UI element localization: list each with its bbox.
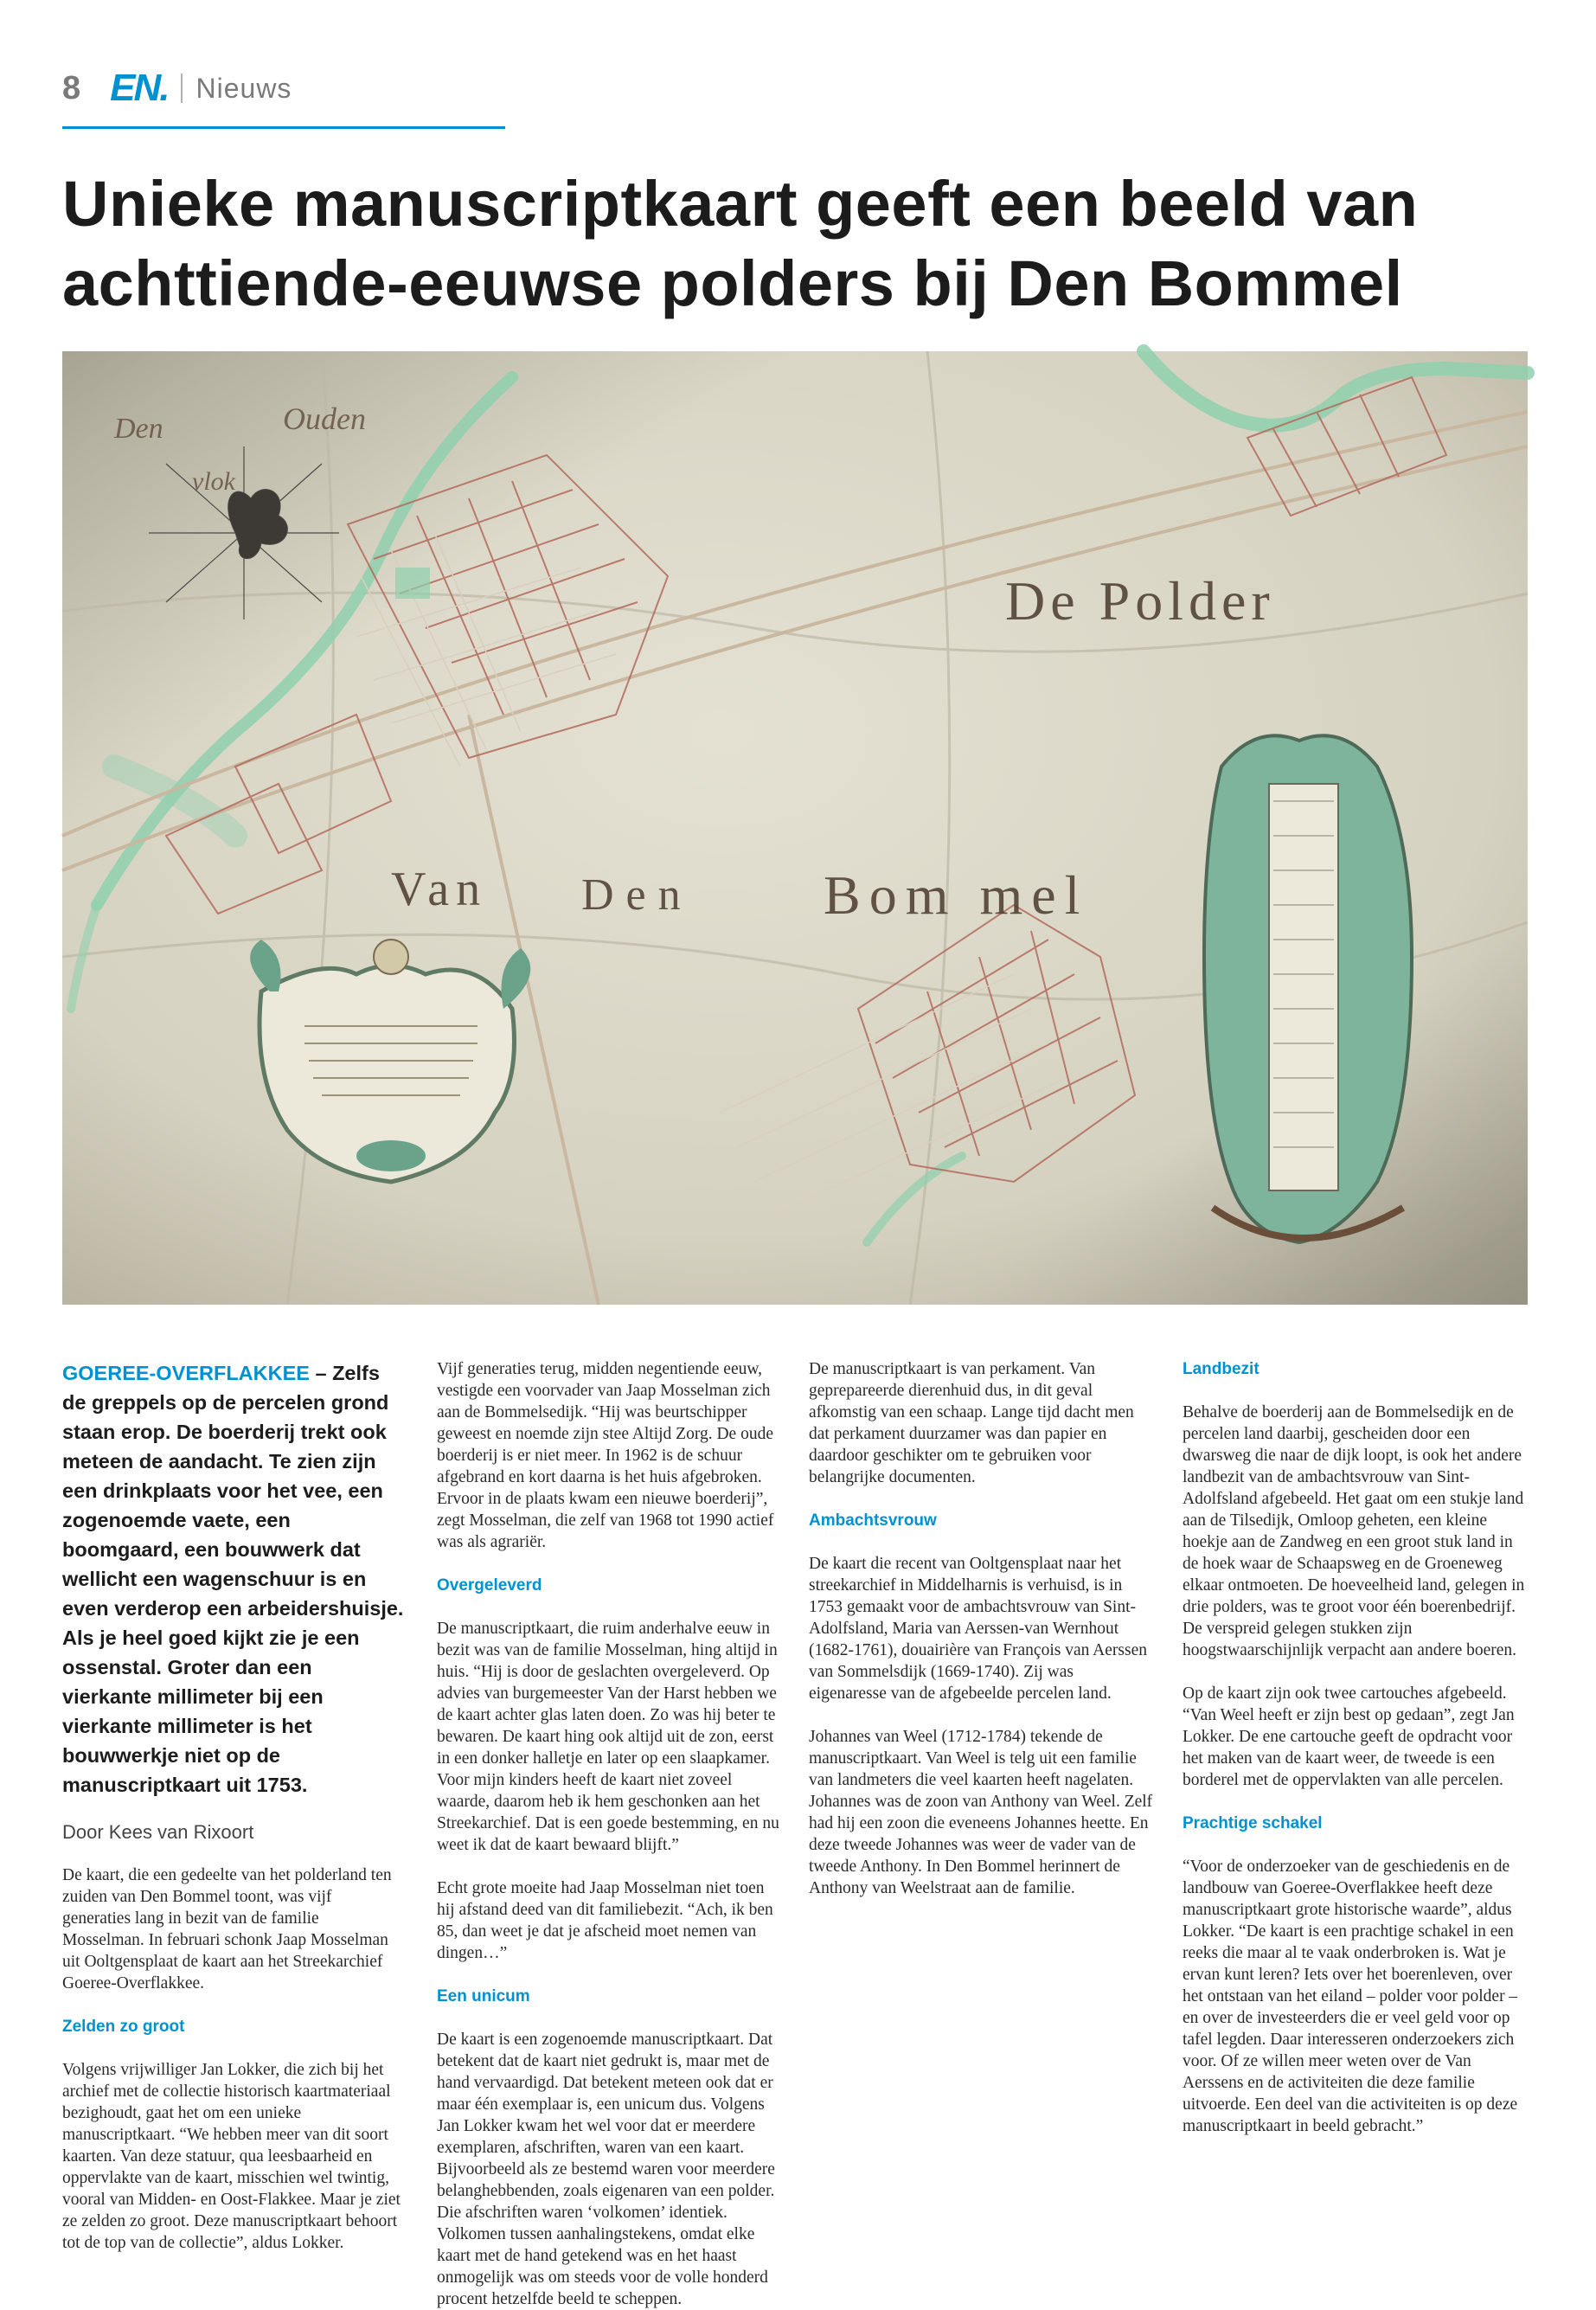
body-paragraph: Echt grote moeite had Jaap Mosselman niet toen hij afstand deed van dit familiebezit. “Ach, ik ben 85, dan weet je dat je afscheid moet nemen van dingen…” — [437, 1879, 773, 1962]
map-label-vlok: vlok — [192, 467, 235, 496]
column-3 — [809, 1358, 1155, 1921]
body-paragraph: De manuscriptkaart is van perkament. Van geprepareerde dierenhuid dus, in dit geval afkomstig van een schaap. Lange tijd dacht men dat perkament duurzamer was dan papier en daardoor geschikter om te gebruiken voor belangrijke documenten. — [809, 1360, 1134, 1486]
map-label-ouden: Ouden — [283, 401, 366, 436]
dateline: GOEREE-OVERFLAKKEE — [62, 1362, 310, 1384]
subheading: Een unicum — [437, 1987, 530, 2005]
column-4 — [1183, 1358, 1529, 2159]
body-paragraph: De kaart die recent van Ooltgensplaat naar het streekarchief in Middelharnis is verhuisd, is in 1753 gemaakt voor de ambachtsvrouw van Sint-Adolfsland, Maria van Aerssen-van Wernhout (1682-1761), douairière van François van Aerssen van Sommelsdijk (1669-1740). Zij was eigenaresse van de afgebeelde percelen land. — [809, 1555, 1147, 1703]
map-label-van: Van — [391, 863, 488, 916]
area-table-cartouche — [1204, 735, 1412, 1242]
body-paragraph: Op de kaart zijn ook twee cartouches afgebeeld. “Van Weel heeft er zijn best op gedaan”, zegt Jan Lokker. De ene cartouche geeft de opdracht voor het maken van de kaart weer, de tweede is een borderel met de oppervlakten van alle percelen. — [1183, 1684, 1515, 1789]
body-paragraph: Volgens vrijwilliger Jan Lokker, die zich bij het archief met de collectie historisch kaartmateriaal bezighoudt, gaat het om een unieke manuscriptkaart. “We hebben meer van dit soort kaarten. Van deze statuur, qua leesbaarheid en oppervlakte van de kaart, misschien wel twintig, vooral van Midden- en Oost-Flakkee. Maar je ziet ze zelden zo groot. Deze manuscriptkaart behoort tot de top van de collectie”, aldus Lokker. — [62, 2061, 401, 2252]
subheading: Overgeleverd — [437, 1576, 542, 1595]
headline: Unieke manuscriptkaart geeft een beeld van achttiende-eeuwse polders bij Den Bommel — [62, 168, 1419, 319]
page-number: 8 — [62, 69, 81, 106]
body-paragraph: “Voor de onderzoeker van de geschiedenis en de landbouw van Goeree-Overflakkee heeft deze manuscriptkaart grote historische waarde”, aldus Lokker. “De kaart is een prachtige schakel in een reeks die maar al te vaak onderbroken is. Wat je ervan kunt leren? Iets over het boerenleven, over het ontstaan van het eiland – polder voor polder – en over de investeerders die er veel geld voor op tafel legden. Daar interesseren onderzoekers zich voor. Of ze willen meer weten over de Van Aerssens en de activiteiten die deze familie uitvoerde. Een deel van die activiteiten is op deze manuscriptkaart in beeld gebracht.” — [1183, 1858, 1518, 2135]
manuscript-map-photo — [62, 351, 1528, 1305]
map-label-bommel: Bom mel — [824, 864, 1089, 926]
section-label: Nieuws — [195, 72, 292, 104]
body-paragraph: Behalve de boerderij aan de Bommelsedijk en de percelen land daarbij, gescheiden door een dwarsweg die naar de dijk loopt, is ook het andere landbezit van de ambachtsvrouw van Sint-Adolfsland afgebeeld. Het gaat om een stukje land aan de Tilsedijk, Omloop geheten, een kleine hoekje aan de Zandweg en een groot stuk land in de hoek waar de Schaapsweg en de Groeneweg elkaar ontmoeten. De hoeveelheid land, gelegen in drie polders, was te groot voor één boerenbedrijf. De verspreid gelegen stukken zijn hoogstwaarschijnlijk verpacht aan andere boeren. — [1183, 1403, 1525, 1659]
header-rule — [62, 126, 505, 129]
map-label-de-polder: De Polder — [1005, 570, 1275, 632]
page-header — [62, 62, 292, 114]
subheading: Prachtige schakel — [1183, 1814, 1323, 1832]
byline: Door Kees van Rixoort — [62, 1821, 254, 1843]
map-label-den: Den — [581, 870, 693, 920]
subheading: Landbezit — [1183, 1360, 1259, 1378]
lead-paragraph — [62, 1358, 404, 1800]
header-separator — [181, 74, 183, 103]
body-paragraph: De manuscriptkaart, die ruim anderhalve eeuw in bezit was van de familie Mosselman, hing altijd in huis. “Hij is door de geslachten overgeleverd. Op advies van burgemeester Van der Harst hebben we de kaart achter glas laten doen. Zo was hij beter te bewaren. De kaart hing ook altijd uit de zon, eerst in een donker halletje en later op een slaapkamer. Voor mijn kinders heeft de kaart niet zoveel waarde, daarom heb ik hem geschonken aan het Streekarchief. Dat is een goede bestemming, en nu weet ik dat de kaart bewaard blijft.” — [437, 1620, 779, 1854]
column-2 — [437, 1358, 783, 2308]
lead-text: – Zelfs de greppels op de percelen grond staan erop. De boerderij trekt ook meteen de aandacht. Te zien zijn een drinkplaats voor het vee, een zogenoemde vaete, een boomgaard, een bouwwerk dat wellicht een wagenschuur is en even verderop een arbeidershuisje. Als je heel goed kijkt zie je een ossenstal. Groter dan een vierkante millimeter bij een vierkante millimeter is het bouwwerkje niet op de manuscriptkaart uit 1753. — [62, 1362, 404, 1796]
body-paragraph: De kaart is een zogenoemde manuscriptkaart. Dat betekent dat de kaart niet gedrukt is, maar met de hand vervaardigd. Dat betekent meteen ook dat er maar één exemplaar is, een unicum dus. Volgens Jan Lokker kwam het wel voor dat er meerdere exemplaren, afschriften, waren van een kaart. Bijvoorbeeld als ze bestemd waren voor meerdere belanghebbenden, zoals eigenaren van een polder. Die afschriften waren ‘volkomen’ identiek. Volkomen tussen aanhalingstekens, omdat elke kaart met de hand getekend was en het haast onmogelijk was om steeds voor de volle honderd procent hetzelfde beeld te scheppen. — [437, 2031, 775, 2308]
body-paragraph: De kaart, die een gedeelte van het polderland ten zuiden van Den Bommel toont, was vijf generaties lang in bezit van de familie Mosselman. In februari schonk Jaap Mosselman uit Ooltgensplaat de kaart aan het Streekarchief Goeree-Overflakkee. — [62, 1866, 392, 1992]
body-paragraph: Johannes van Weel (1712-1784) tekende de manuscriptkaart. Van Weel is telg uit een familie van landmeters die veel kaarten heeft nagelaten. Johannes was de zoon van Anthony van Weel. Zelf had hij een zoon die eveneens Johannes heette. En deze tweede Johannes was weer de vader van de tweede Anthony. In Den Bommel herinnert de Anthony van Weelstraat aan de familie. — [809, 1728, 1153, 1897]
map-label-den: Den — [114, 413, 163, 445]
column-1 — [62, 1358, 404, 2252]
body-paragraph: Vijf generaties terug, midden negentiende eeuw, vestigde een voorvader van Jaap Mosselman zich aan de Bommelsedijk. “Hij was beurtschipper geweest en noemde zijn stee Altijd Zorg. De oude boerderij is er niet meer. In 1962 is de schuur afgebrand en kort daarna is het huis afgebroken. Ervoor in de plaats kwam een nieuwe boerderij”, zegt Mosselman, die zelf van 1968 tot 1990 actief was als agrariër. — [437, 1360, 774, 1551]
newspaper-logo: EN. — [110, 67, 169, 109]
subheading: Zelden zo groot — [62, 2018, 185, 2036]
subheading: Ambachtsvrouw — [809, 1511, 937, 1530]
